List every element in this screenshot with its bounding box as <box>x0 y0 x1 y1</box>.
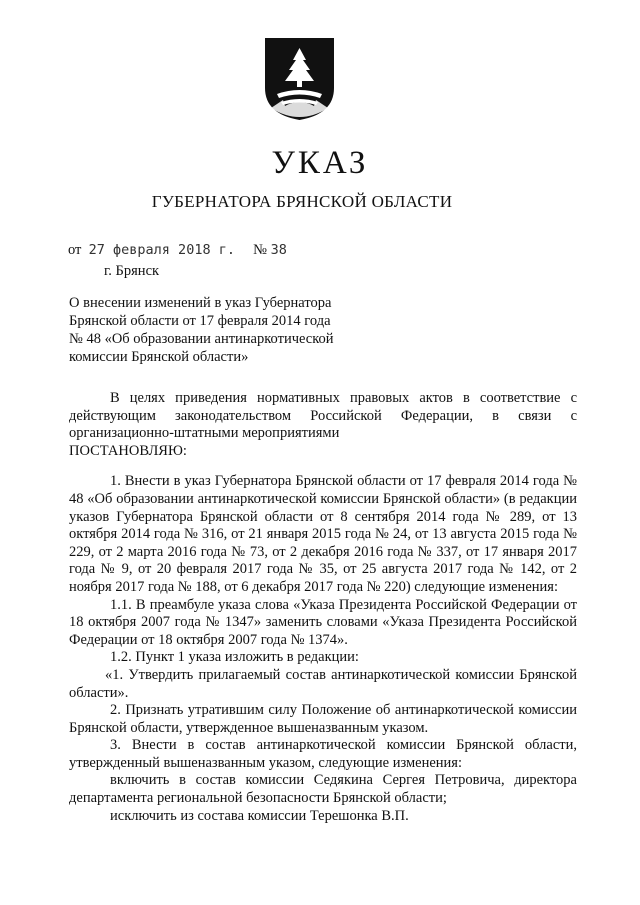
city: г. Брянск <box>104 263 160 279</box>
coat-of-arms-icon <box>263 36 336 122</box>
document-title: УКАЗ <box>271 145 369 181</box>
subject-line: О внесении изменений в указ Губернатора <box>69 295 332 311</box>
paragraph-3-include: включить в состав комиссии Седякина Сергея Петровича, директора департамента региональной безопасности Брянской области; <box>69 772 577 807</box>
decree-word: ПОСТАНОВЛЯЮ: <box>69 442 187 459</box>
date-value: 27 февраля 2018 г. <box>88 242 235 258</box>
subject-line: комиссии Брянской области» <box>69 349 249 365</box>
subject-line: № 48 «Об образовании антинаркотической <box>69 331 334 347</box>
date-number-line <box>68 241 287 259</box>
preamble: В целях приведения нормативных правовых актов в соответствие с действующим законодательством Российской Федерации, в связи с организационно-штатными мероприятиями <box>69 390 577 442</box>
paragraph-3-exclude: исключить из состава комиссии Терешонка В.П. <box>110 807 409 824</box>
paragraph-3: 3. Внести в состав антинаркотической комиссии Брянской области, утвержденный вышеназванным указом, следующие изменения: <box>69 737 577 771</box>
paragraph-1-2: 1.2. Пункт 1 указа изложить в редакции: <box>110 649 359 666</box>
number-prefix: № <box>253 242 267 258</box>
number-value: 38 <box>270 242 287 258</box>
paragraph-1-2-quote: «1. Утвердить прилагаемый состав антинаркотической комиссии Брянской области». <box>69 666 577 701</box>
subject-line: Брянской области от 17 февраля 2014 года <box>69 313 331 329</box>
subject-block <box>69 294 379 366</box>
paragraph-1: 1. Внести в указ Губернатора Брянской области от 17 февраля 2014 года № 48 «Об образовании антинаркотической комиссии Брянской области» (в редакции указов Губернатора Брянской области от 8 сентября 2014 года № 289, от 13 октября 2014 года № 316, от 21 января 2015 года № 24, от 13 августа 2015 года № 229, от 2 марта 2016 года № 73, от 2 декабря 2016 года № 337, от 17 января 2017 года № 9, от 20 февраля 2017 года № 35, от 25 августа 2017 года № 142, от 2 ноября 2017 года № 188, от 6 декабря 2017 года № 220) следующие изменения: <box>69 473 577 595</box>
date-prefix: от <box>68 242 82 258</box>
document-subtitle: ГУБЕРНАТОРА БРЯНСКОЙ ОБЛАСТИ <box>151 192 453 211</box>
paragraph-2: 2. Признать утратившим силу Положение об антинаркотической комиссии Брянской области, утвержденное вышеназванным указом. <box>69 702 577 736</box>
paragraph-1-1: 1.1. В преамбуле указа слова «Указа Президента Российской Федерации от 18 октября 2007 года № 1347» заменить словами «Указа Президента Российской Федерации от 18 октября 2007 года № 1374». <box>69 596 577 648</box>
document-body <box>69 390 577 825</box>
